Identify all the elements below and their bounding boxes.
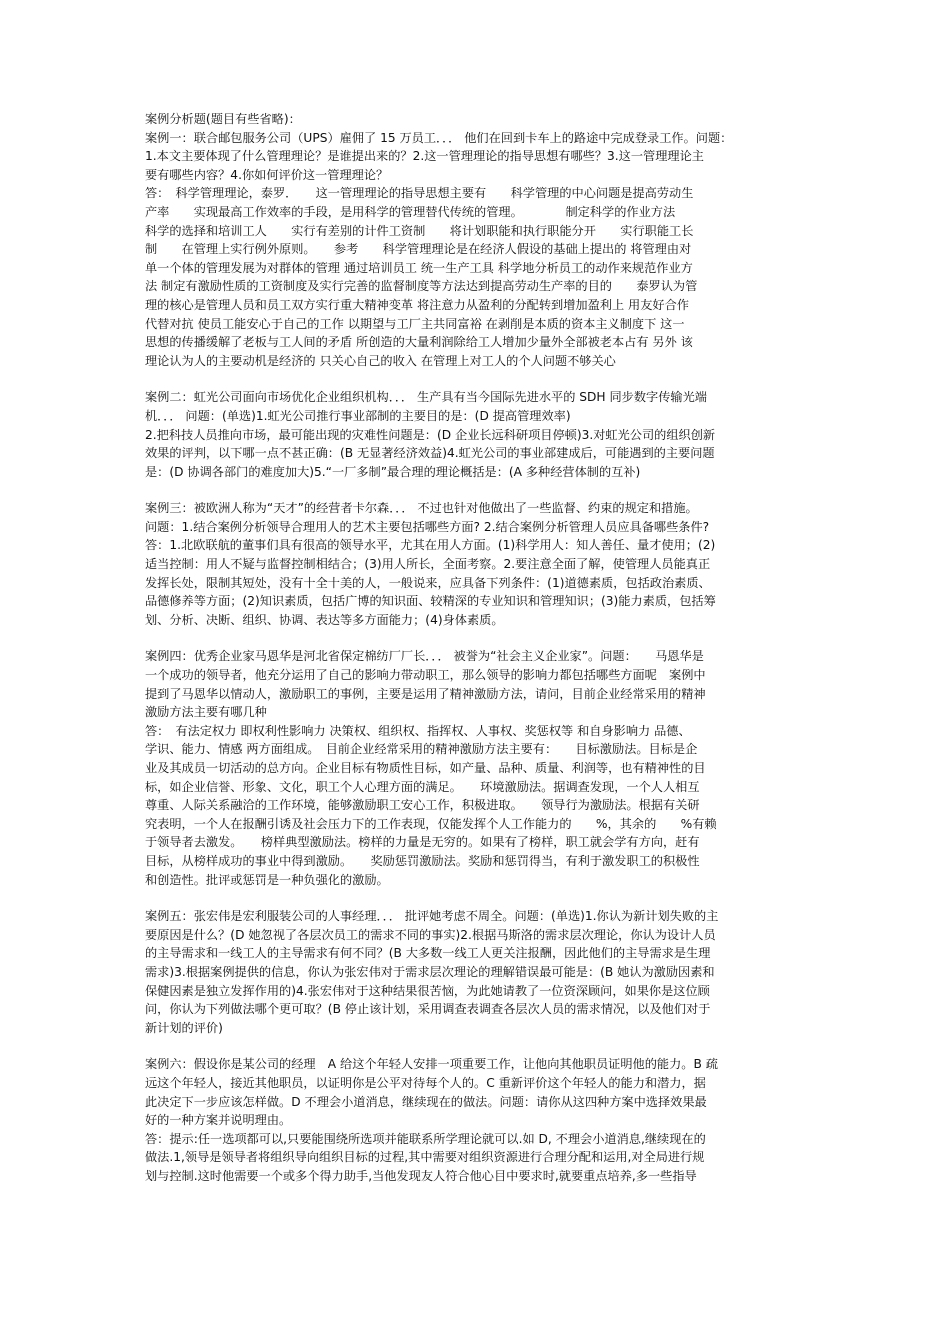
case-section — [145, 499, 813, 629]
case-section — [145, 388, 813, 481]
text-line: 2.把科技人员推向市场，最可能出现的灾难性问题是：(D 企业长远科研项目停顿)3.对虹光公司的组织创新 — [145, 427, 716, 442]
text-line: 1.本文主要体现了什么管理理论？是谁提出来的？2.这一管理理论的指导思想有哪些？3.这一管理理论主 — [145, 149, 704, 164]
case-section — [145, 647, 813, 889]
text-line: 发挥长处，限制其短处，没有十全十美的人，一般说来，应具备下列条件：(1)道德素质，包括政治素质、 — [145, 575, 711, 590]
text-line: 产率 实现最高工作效率的手段，是用科学的管理替代传统的管理。 制定科学的作业方法 — [145, 204, 676, 219]
document-page — [145, 110, 813, 1185]
text-line: 品德修养等方面；(2)知识素质，包括广博的知识面、较精深的专业知识和管理知识；(3)能力素质，包括筹 — [145, 594, 716, 609]
text-line: 划与控制.这时他需要一个或多个得力助手,当他发现友人符合他心目中要求时,就要重点培养,多一些指导 — [145, 1168, 697, 1183]
text-line: 一个成功的领导者，他充分运用了自己的影响力带动职工，那么领导的影响力都包括哪些方面呢 案例中 — [145, 668, 706, 683]
text-line: 是：(D 协调各部门的难度加大)5.“一厂多制”最合理的理论概括是：(A 多种经营体制的互补) — [145, 464, 641, 479]
text-line: 远这个年轻人，接近其他职员，以证明你是公平对待每个人的。C 重新评价这个年轻人的能力和潜力，据 — [145, 1075, 706, 1090]
case-section — [145, 1055, 813, 1185]
section-gap — [145, 629, 813, 647]
case-section — [145, 129, 813, 371]
text-line: 做法.1,领导是领导者将组织导向组织目标的过程,其中需要对组织资源进行合理分配和运用,对全局进行规 — [145, 1150, 705, 1165]
text-line: 问，你认为下列做法哪个更可取？(B 停止该计划，采用调查表调查各层次人员的需求情况，以及他们对于 — [145, 1002, 711, 1017]
text-line: 要原因是什么？(D 她忽视了各层次员工的需求不同的事实)2.根据马斯洛的需求层次理论，你认为设计人员 — [145, 927, 716, 942]
section-gap — [145, 1037, 813, 1055]
text-line: 案例四：优秀企业家马恩华是河北省保定棉纺厂厂长．．． 被誉为“社会主义企业家”。问题： 马恩华是 — [145, 649, 704, 664]
text-line: 案例六：假设你是某公司的经理 A 给这个年轻人安排一项重要工作，让他向其他职员证明他的能力。B 疏 — [145, 1057, 718, 1072]
text-line: 思想的传播缓解了老板与工人间的矛盾 所创造的大量利润除给工人增加少量外全部被老本占有 另外 该 — [145, 335, 693, 350]
text-line: 新计划的评价) — [145, 1020, 223, 1035]
text-line: 理论认为人的主要动机是经济的 只关心自己的收入 在管理上对工人的个人问题不够关心 — [145, 353, 616, 368]
text-line: 业及其成员一切活动的总方向。企业目标有物质性目标，如产量、品种、质量、利润等，也有精神性的目 — [145, 761, 706, 775]
text-line: 制 在管理上实行例外原则。 参考 科学管理理论是在经济人假设的基础上提出的 将管理由对 — [145, 242, 692, 257]
text-line: 案例五：张宏伟是宏利服装公司的人事经理．．． 批评她考虑不周全。问题：(单选)1.你认为新计划失败的主 — [145, 909, 719, 924]
text-line: 法 制定有激励性质的工资制度及实行完善的监督制度等方法达到提高劳动生产率的目的 泰罗认为管 — [145, 279, 698, 294]
text-line: 要有哪些内容？4.你如何评价这一管理理论？ — [145, 167, 389, 182]
text-line: 尊重、人际关系融洽的工作环境，能够激励职工安心工作，积极进取。 领导行为激励法。根据有关研 — [145, 798, 700, 813]
text-line: 和创造性。批评或惩罚是一种负强化的激励。 — [145, 872, 389, 887]
section-gap — [145, 481, 813, 499]
case-section — [145, 907, 813, 1037]
text-line: 答：1.北欧联航的董事们具有很高的领导水平，尤其在用人方面。(1)科学用人：知人善任、量才使用；(2) — [145, 538, 716, 553]
document-title: 案例分析题(题目有些省略)： — [145, 112, 301, 126]
text-line: 科学的选择和培训工人 实行有差别的计件工资制 将计划职能和执行职能分开 实行职能工长 — [145, 223, 694, 238]
text-line: 需求)3.根据案例提供的信息，你认为张宏伟对于需求层次理论的理解错误最可能是：(B 她认为激励因素和 — [145, 964, 715, 979]
text-line: 理的核心是管理人员和员工双方实行重大精神变革 将注意力从盈利的分配转到增加盈利上 用友好合作 — [145, 297, 689, 312]
text-line: 于领导者去激发。 榜样典型激励法。榜样的力量是无穷的。如果有了榜样，职工就会学有方向，赶有 — [145, 835, 700, 850]
text-line: 激励方法主要有哪几种 — [145, 705, 267, 720]
text-line: 答：提示:任一选项都可以,只要能围绕所选项并能联系所学理论就可以.如 D, 不理会小道消息,继续现在的 — [145, 1131, 706, 1146]
case-sections — [145, 129, 813, 1186]
text-line: 适当控制：用人不疑与监督控制相结合；(3)用人所长，全面考察。2.要注意全面了解，使管理人员能真正 — [145, 557, 711, 572]
text-line: 答： 有法定权力 即权利性影响力 决策权、组织权、指挥权、人事权、奖惩权等 和自身影响力 品德、 — [145, 723, 691, 738]
text-line: 好的一种方案并说明理由。 — [145, 1113, 292, 1128]
text-line: 划、分析、决断、组织、协调、表达等多方面能力；(4)身体素质。 — [145, 612, 504, 627]
text-line: 此决定下一步应该怎样做。D 不理会小道消息，继续现在的做法。问题：请你从这四种方案中选择效果最 — [145, 1094, 707, 1109]
text-line: 提到了马恩华以情动人，激励职工的事例，主要是运用了精神激励方法，请问，目前企业经常采用的精神 — [145, 686, 706, 701]
text-line: 效果的评判，以下哪一点不甚正确：(B 无显著经济效益)4.虹光公司的事业部建成后，可能遇到的主要问题 — [145, 446, 715, 461]
text-line: 究表明，一个人在报酬引诱及社会压力下的工作表现，仅能发挥个人工作能力的 %，其余的 %有赖 — [145, 816, 717, 831]
text-line: 案例二：虹光公司面向市场优化企业组织机构．．． 生产具有当今国际先进水平的 SDH 同步数字传输光端 — [145, 390, 707, 405]
text-line: 的主导需求和一线工人的主导需求有何不同？(B 大多数一线工人更关注报酬，因此他们的主导需求是生理 — [145, 946, 711, 961]
section-gap — [145, 370, 813, 388]
text-line: 保健因素是独立发挥作用的)4.张宏伟对于这种结果很苦恼，为此她请教了一位资深顾问，如果你是这位顾 — [145, 983, 710, 998]
text-line: 答： 科学管理理论，泰罗． 这一管理理论的指导思想主要有 科学管理的中心问题是提高劳动生 — [145, 186, 694, 201]
text-line: 问题：1.结合案例分析领导合理用人的艺术主要包括哪些方面? 2.结合案例分析管理人员应具备哪些条件? — [145, 519, 710, 534]
text-line: 目标，从榜样成功的事业中得到激励。 奖励惩罚激励法。奖励和惩罚得当，有利于激发职工的积极性 — [145, 853, 700, 868]
text-line: 单一个体的管理发展为对群体的管理 通过培训员工 统一生产工具 科学地分析员工的动作来规范作业方 — [145, 260, 693, 275]
text-line: 案例三：被欧洲人称为“天才”的经营者卡尔森．．． 不过也针对他做出了一些监督、约束的规定和措施。 — [145, 501, 698, 516]
section-gap — [145, 889, 813, 907]
text-line: 案例一：联合邮包服务公司（UPS）雇佣了 15 万员工．．． 他们在回到卡车上的路途中完成登录工作。问题： — [145, 130, 733, 145]
text-line: 机．．． 问题：(单选)1.虹光公司推行事业部制的主要目的是：(D 提高管理效率) — [145, 408, 571, 423]
text-line: 标，如企业信誉、形象、文化，职工个人心理方面的满足。 环境激励法。据调查发现，一个人人相互 — [145, 779, 700, 794]
text-line: 代替对抗 使员工能安心于自己的工作 以期望与工厂主共同富裕 在剥削是本质的资本主义制度下 这一 — [145, 316, 685, 331]
text-line: 学识、能力、情感 两方面组成。 目前企业经常采用的精神激励方法主要有： 目标激励法。目标是企 — [145, 742, 698, 757]
